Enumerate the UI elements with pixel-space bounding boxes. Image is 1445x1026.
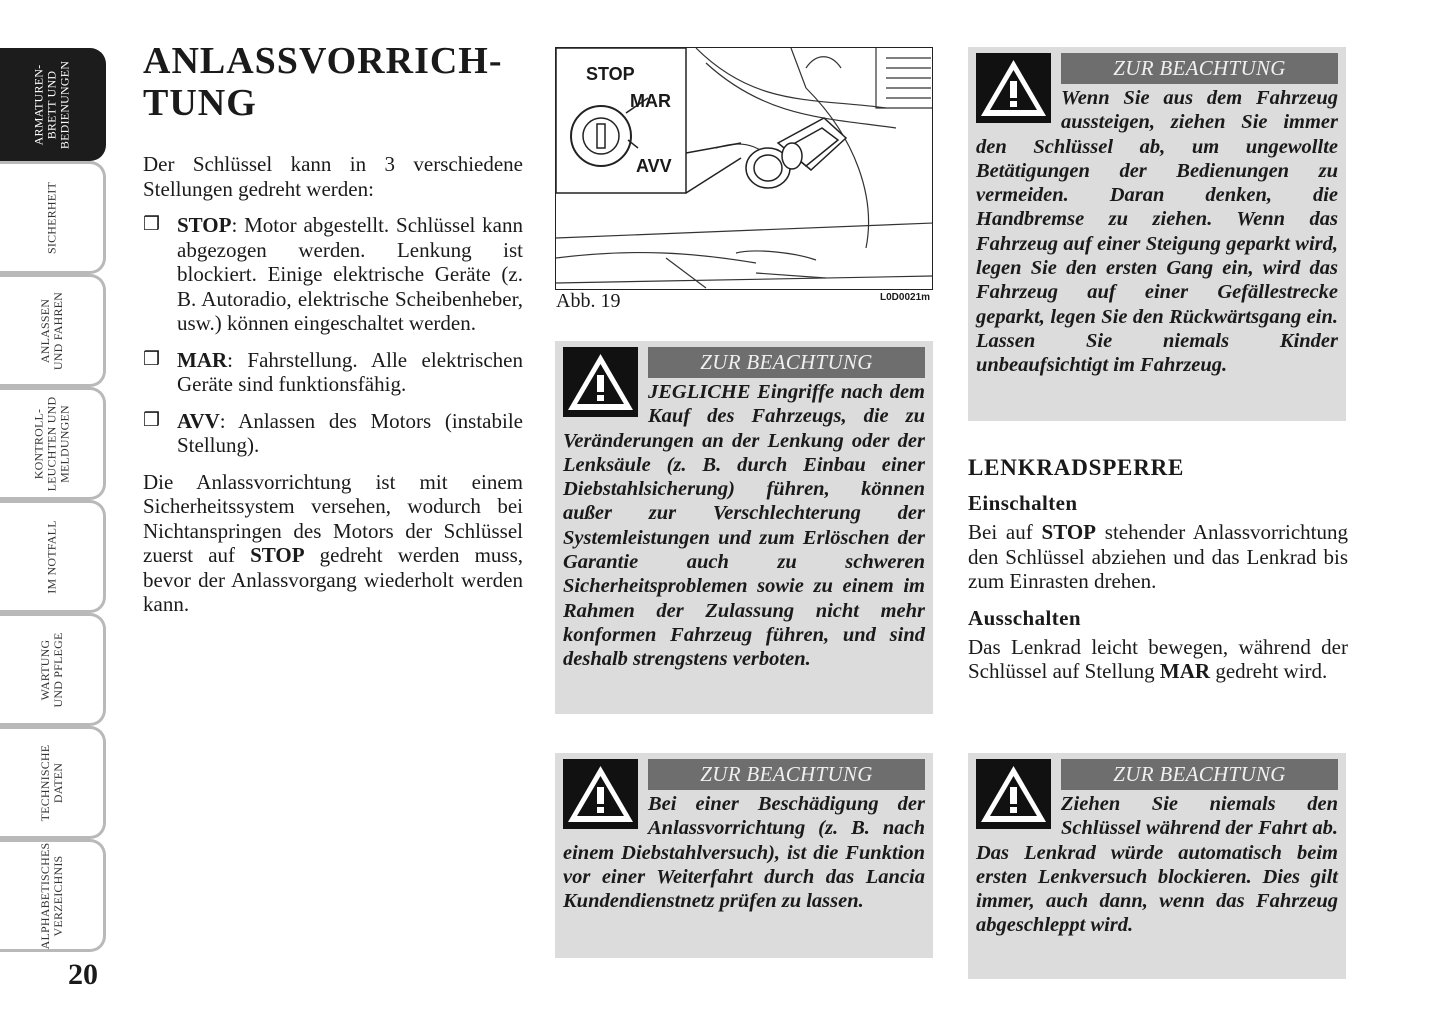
bullet-text: : Anlassen des Motors (instabile Stellung).	[177, 408, 523, 457]
tab-wartung-und-pflege[interactable]	[0, 613, 106, 726]
tab-label: IM NOTFALL	[44, 519, 58, 594]
intro-paragraph: Der Schlüssel kann in 3 verschiedene Stellungen gedreht werden:	[143, 152, 523, 201]
tab-alphabetisches-verzeichnis[interactable]	[0, 839, 106, 952]
warning-text: Wenn Sie aus dem Fahrzeug aussteigen, ziehen Sie immer den Schlüssel ab, um ungewollte Betätigungen der Bedienungen zu vermeiden. Daran denken, die Handbremse zu ziehen. Wenn das Fahrzeug auf einer Steigung geparkt wird, legen Sie den ersten Gang ein, wird das Fahrzeug auf einer Gefällestrecke geparkt, legen Sie den Rückwärtsgang ein. Lassen Sie niemals Kinder unbeaufsichtigt im Fahrzeug.	[976, 87, 1338, 377]
list-item-stop	[143, 213, 523, 336]
safety-system-paragraph	[143, 470, 523, 617]
tab-label: TECHNISCHE DATEN	[37, 744, 65, 821]
warning-triangle-icon	[976, 53, 1051, 123]
label-mar: MAR	[630, 91, 671, 111]
warning-heading: ZUR BEACHTUNG	[1061, 53, 1338, 84]
warning-text: Bei einer Beschädigung der Anlassvorrichtung (z. B. nach einem Diebstahlversuch), ist die Funktion vor einer Weiterfahrt durch das Lancia Kundendienstnetz prüfen zu lassen.	[563, 793, 925, 913]
tab-label: ALPHABETISCHES VERZEICHNIS	[37, 842, 65, 949]
tab-armaturenbrett[interactable]	[0, 48, 106, 161]
warning-text: JEGLICHE Eingriffe nach dem Kauf des Fahrzeugs, die zu Veränderungen an der Lenkung oder der Lenksäule (z. B. durch Einbau einer Diebstahlsicherung) führen, können außer zur Verschlechterung der Systemleistungen und zum Erlöschen der Garantie auch zu schweren Sicherheitsproblemen sowie zu einem im Rahmen der Zulassung nicht mehr konformen Fahrzeug führen, und sind deshalb strengstens verboten.	[563, 381, 925, 671]
subheading-on: Einschalten	[968, 491, 1078, 515]
page-title: ANLASSVORRICH- TUNG	[143, 40, 503, 124]
tab-im-notfall[interactable]	[0, 500, 106, 613]
steering-lock-on-text	[968, 520, 1348, 594]
tab-label: WARTUNG UND PFLEGE	[37, 632, 65, 708]
text-span: Bei auf	[968, 520, 1042, 544]
tab-label: KONTROLL- LEUCHTEN UND MELDUNGEN	[31, 396, 71, 491]
warning-box-driving	[968, 753, 1346, 979]
warning-box-modifications	[555, 341, 933, 714]
warning-box-leaving-vehicle	[968, 47, 1346, 421]
tab-technische-daten[interactable]	[0, 726, 106, 839]
warning-heading: ZUR BEACHTUNG	[1061, 759, 1338, 790]
tab-label: ANLASSEN UND FAHREN	[37, 291, 65, 370]
steering-lock-off-text	[968, 635, 1348, 684]
warning-triangle-icon	[563, 759, 638, 829]
list-item-mar	[143, 348, 523, 397]
warning-box-damage	[555, 753, 933, 958]
subheading-off: Ausschalten	[968, 605, 1081, 630]
label-stop: STOP	[586, 64, 635, 84]
figure-code: L0D0021m	[880, 292, 931, 303]
tab-label: ARMATUREN- BRETT UND BEDIENUNGEN	[31, 60, 71, 149]
checkbox-bullet-icon: ❒	[143, 348, 161, 370]
bullet-key: STOP	[177, 213, 232, 237]
label-avv: AVV	[636, 156, 672, 176]
section-heading: LENKRADSPERRE	[968, 455, 1185, 480]
bullet-text: : Fahrstellung. Alle elektrischen Geräte sind funktionsfähig.	[177, 347, 523, 396]
warning-triangle-icon	[563, 347, 638, 417]
warning-triangle-icon	[976, 759, 1051, 829]
bullet-text: : Motor abgestellt. Schlüssel kann abgezogen werden. Lenkung ist blockiert. Einige elektrische Geräte (z. B. Autoradio, elektrische Scheibenheber, usw.) können eingeschaltet werden.	[177, 213, 523, 335]
text-span: gedreht wird.	[1210, 659, 1328, 683]
bullet-key: MAR	[177, 347, 228, 372]
checkbox-bullet-icon: ❒	[143, 409, 161, 431]
ignition-illustration	[555, 47, 933, 290]
list-item-avv	[143, 409, 523, 458]
tab-anlassen-und-fahren[interactable]	[0, 274, 106, 387]
text-bold: STOP	[250, 543, 305, 567]
text-span: gedreht werden muss, bevor der Anlassvorgang wiederholt werden kann.	[143, 543, 523, 616]
tab-sicherheit[interactable]	[0, 161, 106, 274]
warning-heading: ZUR BEACHTUNG	[648, 347, 925, 378]
text-span: Das Lenkrad leicht bewegen, während der Schlüssel auf Stellung	[968, 634, 1348, 683]
main-column	[143, 40, 523, 629]
text-bold: MAR	[1159, 659, 1211, 683]
bullet-key: AVV	[177, 408, 220, 433]
checkbox-bullet-icon: ❒	[143, 214, 161, 235]
text-bold: STOP	[1041, 520, 1096, 544]
warning-heading: ZUR BEACHTUNG	[648, 759, 925, 790]
figure-caption: Abb. 19	[556, 290, 621, 312]
page-number: 20	[68, 958, 98, 991]
tab-kontrollleuchten[interactable]	[0, 387, 106, 500]
warning-text: Ziehen Sie niemals den Schlüssel während der Fahrt ab. Das Lenkrad würde automatisch beim ersten Lenkversuch blockieren. Dies gilt immer, auch dann, wenn das Fahrzeug abgeschleppt wird.	[976, 793, 1338, 937]
steering-lock-section	[968, 455, 1348, 696]
text-span: stehender Anlassvorrichtung den Schlüssel abziehen und das Lenkrad bis zum Einrasten drehen.	[968, 520, 1348, 593]
text-span: Die Anlassvorrichtung ist mit einem Sicherheitssystem versehen, wodurch bei Nichtanspringen des Motors der Schlüssel zuerst auf	[143, 469, 523, 567]
tab-label: SICHERHEIT	[44, 181, 58, 254]
